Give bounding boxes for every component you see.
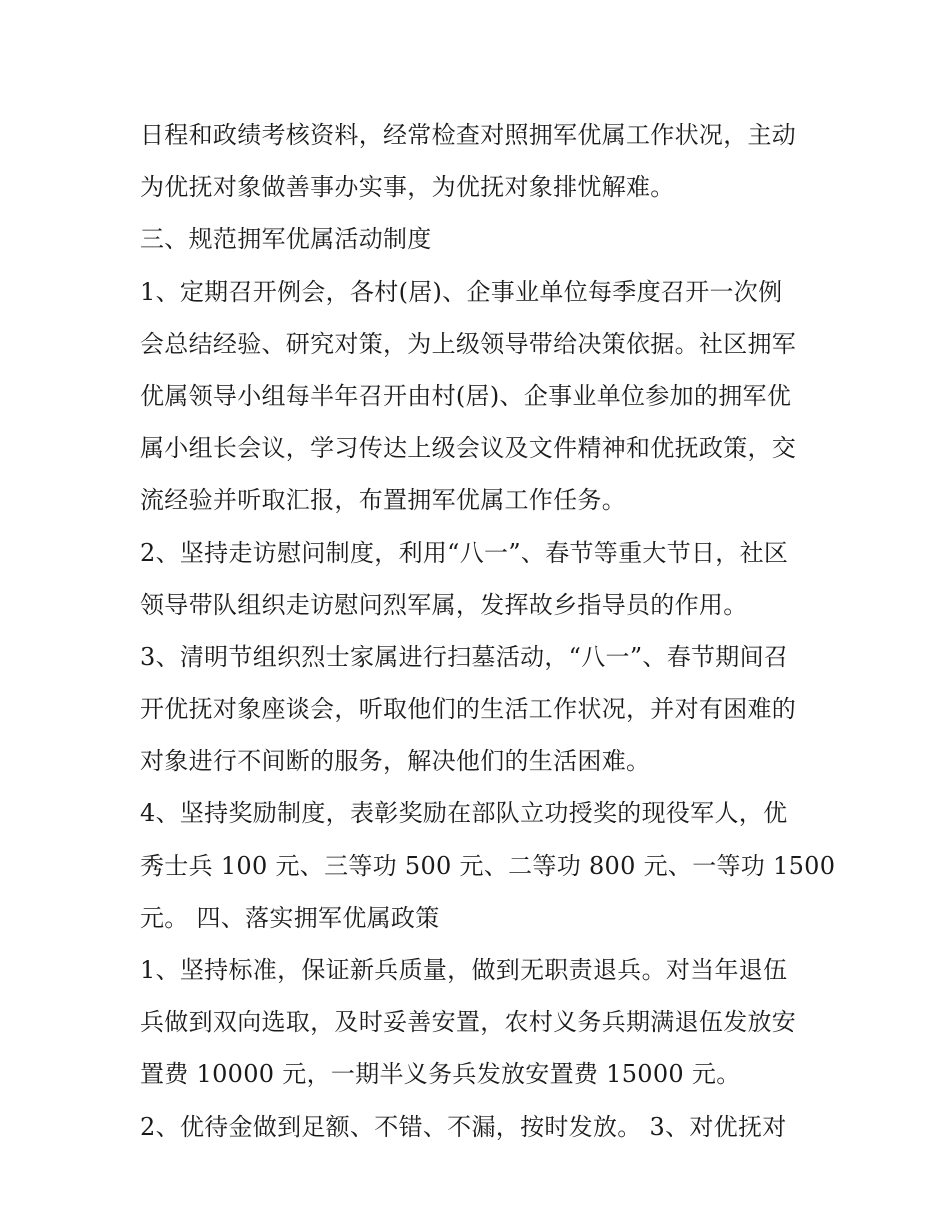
text-line: 3、清明节组织烈士家属进行扫墓活动，“八一”、春节期间召 [140,642,789,671]
text-line: 开优抚对象座谈会，听取他们的生活工作状况，并对有困难的 [140,695,797,724]
text-line: 流经验并听取汇报，布置拥军优属工作任务。 [140,486,626,515]
text-line: 对象进行不间断的服务，解决他们的生活困难。 [140,747,651,776]
text-line: 属小组长会议，学习传达上级会议及文件精神和优抚政策，交 [140,434,797,463]
text-line: 领导带队组织走访慰问烈军属，发挥故乡指导员的作用。 [140,590,748,619]
text-line: 1、定期召开例会，各村(居)、企事业单位每季度召开一次例 [140,277,783,306]
text-line: 置费 10000 元，一期半义务兵发放安置费 15000 元。 [140,1060,741,1089]
text-line: 日程和政绩考核资料，经常检查对照拥军优属工作状况，主动 [140,121,797,149]
text-line: 1、坚持标准，保证新兵质量，做到无职责退兵。对当年退伍 [140,956,788,984]
text-line: 秀士兵 100 元、三等功 500 元、二等功 800 元、一等功 1500 [140,851,836,880]
text-line: 兵做到双向选取，及时妥善安置，农村义务兵期满退伍发放安 [140,1008,797,1037]
document-body [140,109,836,1153]
text-line: 会总结经验、研究对策，为上级领导带给决策依据。社区拥军 [140,329,797,358]
text-line: 优属领导小组每半年召开由村(居)、企事业单位参加的拥军优 [140,381,792,410]
text-line: 2、优待金做到足额、不错、不漏，按时发放。 3、对优抚对 [140,1112,787,1141]
text-line: 4、坚持奖励制度，表彰奖励在部队立功授奖的现役军人，优 [140,799,788,828]
text-line: 为优抚对象做善事办实事，为优抚对象排忧解难。 [140,173,675,202]
section-heading: 三、规范拥军优属活动制度 [140,225,432,254]
text-line: 元。 四、落实拥军优属政策 [140,903,440,932]
text-line: 2、坚持走访慰问制度，利用“八一”、春节等重大节日，社区 [140,538,789,567]
